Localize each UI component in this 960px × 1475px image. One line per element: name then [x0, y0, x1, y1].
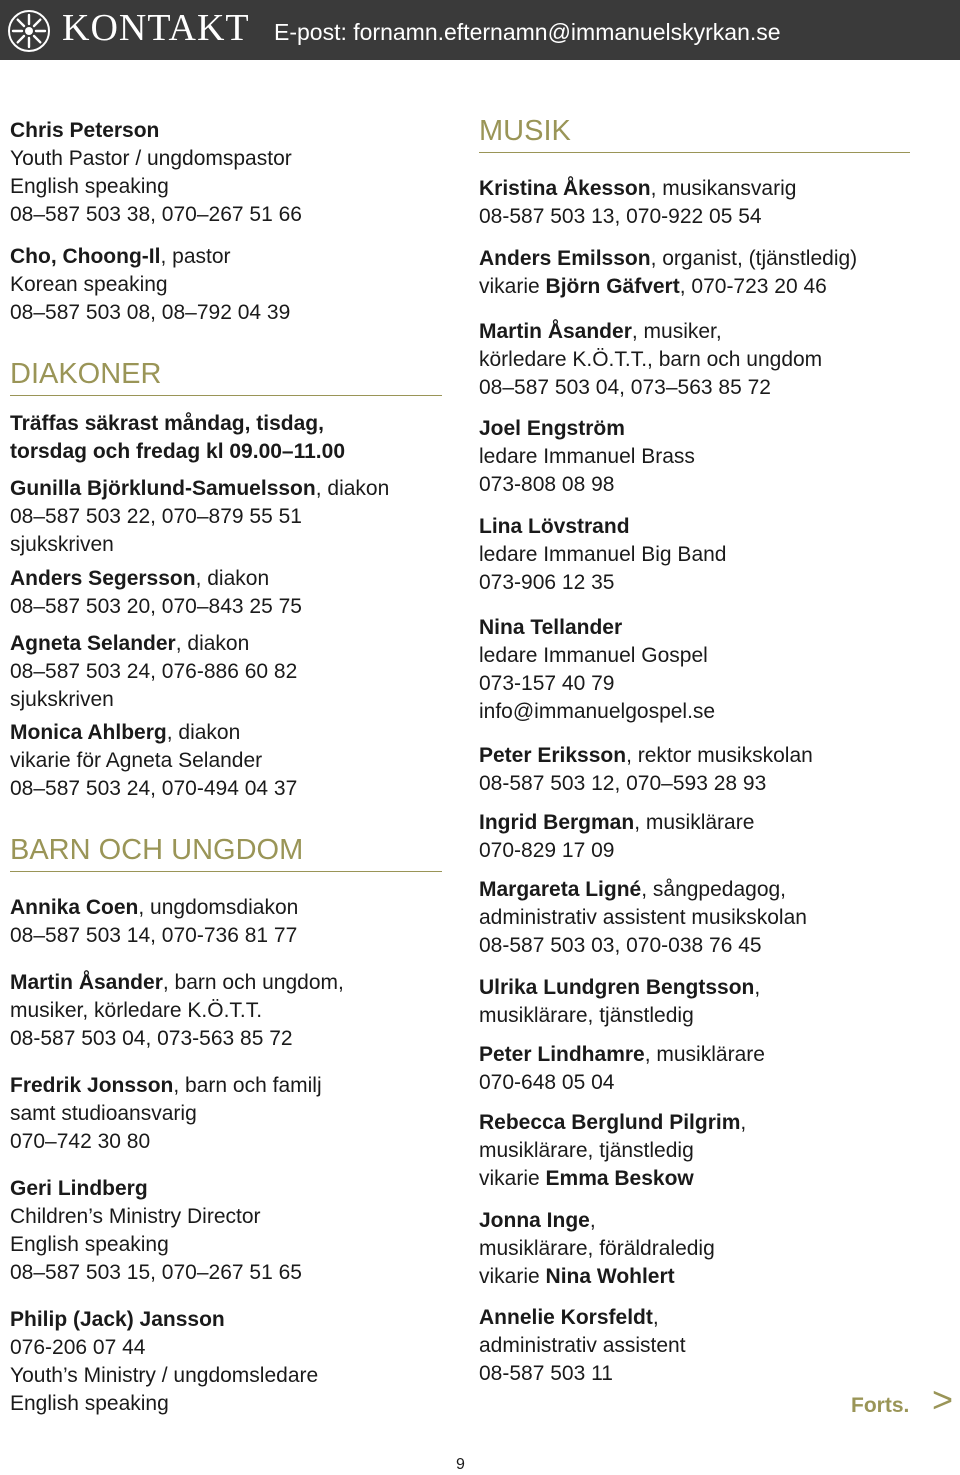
contact-name: Martin Åsander: [479, 320, 632, 343]
contact-entry: [10, 565, 480, 621]
contact-role: , musiklärare: [644, 1043, 765, 1066]
contact-phone: 073-157 40 79: [479, 672, 615, 695]
contact-phone: 08-587 503 04, 073-563 85 72: [10, 1027, 293, 1050]
contact-role: , musiker,: [631, 320, 722, 343]
contact-phone: 08–587 503 20, 070–843 25 75: [10, 595, 302, 618]
contact-line: administrativ assistent: [479, 1334, 686, 1357]
contact-line: English speaking: [10, 175, 169, 198]
contact-phone: 08–587 503 08, 08–792 04 39: [10, 301, 291, 324]
sunburst-logo-icon: [6, 8, 52, 54]
contact-entry: [479, 513, 949, 597]
contact-entry: [479, 318, 949, 402]
contact-name: Margareta Ligné: [479, 878, 642, 901]
contact-name: Nina Tellander: [479, 616, 623, 639]
contact-entry: [479, 415, 949, 499]
contact-role: ,: [740, 1111, 747, 1134]
contact-line: Children’s Ministry Director: [10, 1205, 261, 1228]
contact-role: ,: [652, 1306, 659, 1329]
contact-line: English speaking: [10, 1233, 169, 1256]
contact-phone: 08–587 503 15, 070–267 51 65: [10, 1261, 302, 1284]
contact-phone: 073-906 12 35: [479, 571, 615, 594]
contact-name: Annelie Korsfeldt: [479, 1306, 653, 1329]
contact-role: , pastor: [160, 245, 231, 268]
continued-label: Forts.: [851, 1394, 910, 1417]
substitute-name: Nina Wohlert: [545, 1265, 675, 1288]
contact-entry: [10, 1072, 480, 1156]
contact-entry: [479, 175, 949, 231]
contact-email: info@immanuelgospel.se: [479, 700, 716, 723]
contact-entry: [10, 969, 480, 1053]
contact-line: ledare Immanuel Brass: [479, 445, 695, 468]
contact-entry: [10, 1306, 480, 1418]
contact-entry: [479, 1109, 949, 1193]
contact-phone: 08–587 503 14, 070-736 81 77: [10, 924, 298, 947]
contact-name: Monica Ahlberg: [10, 721, 167, 744]
contact-phone: 08-587 503 11: [479, 1362, 613, 1385]
contact-role: ,: [589, 1209, 596, 1232]
contact-entry: [479, 614, 949, 726]
diakoner-notice: [10, 410, 480, 466]
substitute-name: Emma Beskow: [545, 1167, 694, 1190]
contact-phone: 073-808 08 98: [479, 473, 615, 496]
contact-entry: [10, 894, 480, 950]
contact-name: Peter Eriksson: [479, 744, 627, 767]
contact-phone: 076-206 07 44: [10, 1336, 146, 1359]
contact-line: ledare Immanuel Big Band: [479, 543, 727, 566]
contact-name: Martin Åsander: [10, 971, 163, 994]
substitute-prefix: vikarie: [479, 1167, 546, 1190]
contact-entry: [479, 876, 949, 960]
contact-status: sjukskriven: [10, 688, 114, 711]
section-title-diakoner: DIAKONER: [10, 357, 442, 396]
page-number: 9: [456, 1456, 465, 1473]
contact-line: Korean speaking: [10, 273, 168, 296]
contact-phone: 08-587 503 03, 070-038 76 45: [479, 934, 762, 957]
contact-entry: [10, 243, 480, 327]
contact-entry: [10, 117, 480, 229]
contact-line: ledare Immanuel Gospel: [479, 644, 708, 667]
substitute-prefix: vikarie: [479, 1265, 546, 1288]
contact-entry: [479, 1041, 949, 1097]
contact-role: , diakon: [195, 567, 270, 590]
contact-role: , barn och ungdom,: [162, 971, 344, 994]
contact-line: musiker, körledare K.Ö.T.T.: [10, 999, 263, 1022]
notice-line: torsdag och fredag kl 09.00–11.00: [10, 440, 345, 463]
contact-role: , ungdomsdiakon: [138, 896, 299, 919]
substitute-phone: , 070-723 20 46: [679, 275, 827, 298]
contact-line: Youth’s Ministry / ungdomsledare: [10, 1364, 319, 1387]
contact-phone: 08–587 503 24, 076-886 60 82: [10, 660, 298, 683]
contact-name: Philip (Jack) Jansson: [10, 1308, 225, 1331]
contact-role: , sångpedagog,: [641, 878, 787, 901]
contact-name: Agneta Selander: [10, 632, 176, 655]
contact-role: , barn och familj: [173, 1074, 322, 1097]
contact-name: Jonna Inge: [479, 1209, 590, 1232]
substitute-name: Björn Gäfvert: [545, 275, 680, 298]
contact-phone: 08-587 503 12, 070–593 28 93: [479, 772, 767, 795]
contact-phone: 08–587 503 24, 070-494 04 37: [10, 777, 298, 800]
contact-name: Ulrika Lundgren Bengtsson: [479, 976, 755, 999]
contact-role: , rektor musikskolan: [626, 744, 813, 767]
contact-line: English speaking: [10, 1392, 169, 1415]
substitute-prefix: vikarie: [479, 275, 546, 298]
brand-title: KONTAKT: [62, 7, 250, 49]
contact-name: Joel Engström: [479, 417, 625, 440]
contact-line: administrativ assistent musikskolan: [479, 906, 807, 929]
contact-name: Ingrid Bergman: [479, 811, 635, 834]
contact-phone: 08–587 503 22, 070–879 55 51: [10, 505, 302, 528]
section-title-barn-och-ungdom: BARN OCH UNGDOM: [10, 833, 442, 872]
contact-name: Anders Segersson: [10, 567, 196, 590]
contact-line: musiklärare, tjänstledig: [479, 1139, 694, 1162]
contact-entry: [479, 245, 949, 301]
contact-role: , musiklärare: [634, 811, 755, 834]
contact-name: Lina Lövstrand: [479, 515, 630, 538]
contact-role: , diakon: [315, 477, 390, 500]
contact-phone: 08–587 503 04, 073–563 85 72: [479, 376, 771, 399]
header-bar: [0, 0, 960, 60]
contact-entry: [479, 974, 949, 1030]
contact-name: Cho, Choong-Il: [10, 245, 161, 268]
contact-role: , diakon: [175, 632, 250, 655]
contact-name: Annika Coen: [10, 896, 139, 919]
contact-entry: [479, 809, 949, 865]
contact-phone: 070-829 17 09: [479, 839, 615, 862]
contact-entry: [10, 630, 480, 714]
contact-entry: [479, 1304, 949, 1388]
notice-line: Träffas säkrast måndag, tisdag,: [10, 412, 324, 435]
contact-role: , diakon: [166, 721, 241, 744]
contact-entry: [479, 742, 949, 798]
contact-entry: [479, 1207, 949, 1291]
contact-line: vikarie för Agneta Selander: [10, 749, 263, 772]
contact-phone: 08–587 503 38, 070–267 51 66: [10, 203, 302, 226]
section-title-musik: MUSIK: [479, 114, 910, 153]
contact-name: Kristina Åkesson: [479, 177, 651, 200]
contact-entry: [10, 1175, 480, 1287]
contact-phone: 070–742 30 80: [10, 1130, 151, 1153]
contact-line: Youth Pastor / ungdomspastor: [10, 147, 292, 170]
contact-name: Peter Lindhamre: [479, 1043, 645, 1066]
contact-line: samt studioansvarig: [10, 1102, 197, 1125]
contact-phone: 070-648 05 04: [479, 1071, 615, 1094]
contact-name: Fredrik Jonsson: [10, 1074, 174, 1097]
contact-name: Chris Peterson: [10, 119, 160, 142]
contact-role: , musikansvarig: [650, 177, 797, 200]
contact-entry: [10, 475, 480, 559]
contact-status: sjukskriven: [10, 533, 114, 556]
contact-entry: [10, 719, 480, 803]
contact-name: Anders Emilsson: [479, 247, 651, 270]
contact-name: Geri Lindberg: [10, 1177, 148, 1200]
contact-line: musiklärare, tjänstledig: [479, 1004, 694, 1027]
contact-role: , organist, (tjänstledig): [650, 247, 858, 270]
contact-line: körledare K.Ö.T.T., barn och ungdom: [479, 348, 823, 371]
next-page-arrow: >: [932, 1379, 954, 1420]
contact-line: musiklärare, föräldraledig: [479, 1237, 715, 1260]
contact-name: Rebecca Berglund Pilgrim: [479, 1111, 741, 1134]
email-format: E-post: fornamn.efternamn@immanuelskyrkan.se: [274, 19, 781, 45]
contact-name: Gunilla Björklund-Samuelsson: [10, 477, 316, 500]
contact-phone: 08-587 503 13, 070-922 05 54: [479, 205, 762, 228]
contact-role: ,: [754, 976, 761, 999]
